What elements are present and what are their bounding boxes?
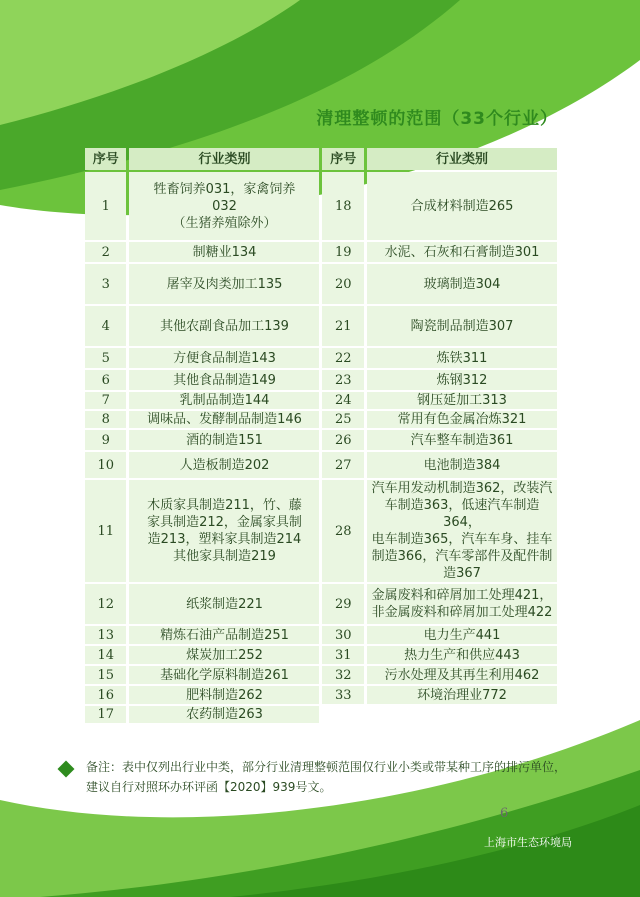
table-row xyxy=(85,686,557,704)
industry-name-line: 其他食品制造149 xyxy=(173,372,276,388)
industry-name-line: 调味品、发酵制品制造146 xyxy=(147,412,302,427)
table-header-row xyxy=(85,148,557,170)
row-number: 32 xyxy=(322,666,363,684)
industry-name xyxy=(129,626,319,644)
industry-name-line: 车制造363，低速汽车制造364， xyxy=(384,498,540,530)
industry-name-line: 造367 xyxy=(443,566,481,581)
industry-name xyxy=(129,348,319,368)
industry-name-line: 玻璃制造304 xyxy=(423,276,501,292)
industry-name xyxy=(367,584,557,624)
industry-name-line: 常用有色金属冶炼321 xyxy=(397,412,527,427)
industry-name-line: 汽车整车制造361 xyxy=(410,432,514,448)
industry-name-line: 污水处理及其再生利用462 xyxy=(384,667,540,683)
industry-table xyxy=(82,146,560,725)
row-number: 27 xyxy=(322,452,363,478)
industry-name-line: 造213，塑料家具制造214 xyxy=(147,532,302,547)
industry-name-line: 其他家具制造219 xyxy=(173,549,276,564)
industry-name-line: 农药制造263 xyxy=(186,707,263,722)
industry-name xyxy=(129,392,319,409)
industry-name xyxy=(129,706,319,723)
industry-name xyxy=(367,646,557,664)
row-number: 18 xyxy=(322,172,363,240)
industry-name xyxy=(129,264,319,304)
row-number: 12 xyxy=(85,584,126,624)
industry-name-line: 炼铁311 xyxy=(436,350,488,366)
page-title: 清理整顿的范围（33个行业） xyxy=(316,109,558,129)
page-number: 6 xyxy=(500,806,509,821)
row-number: 14 xyxy=(85,646,126,664)
industry-name xyxy=(367,430,557,450)
table-row xyxy=(85,626,557,644)
industry-name-line: 合成材料制造265 xyxy=(410,198,514,214)
row-number: 23 xyxy=(322,370,363,390)
row-number: 22 xyxy=(322,348,363,368)
table-row xyxy=(85,430,557,450)
industry-name-line: 其他农副食品加工139 xyxy=(160,318,289,334)
row-number: 7 xyxy=(85,392,126,409)
agency-name: 上海市生态环境局 xyxy=(484,836,572,849)
industry-name-line: 制造366，汽车零部件及配件制 xyxy=(371,549,553,564)
industry-name xyxy=(367,626,557,644)
row-number: 15 xyxy=(85,666,126,684)
table-row xyxy=(85,392,557,409)
industry-name xyxy=(129,411,319,428)
row-number: 1 xyxy=(85,172,126,240)
industry-name-line: 热力生产和供应443 xyxy=(404,647,520,663)
industry-name xyxy=(367,706,557,723)
industry-name-line: 纸浆制造221 xyxy=(186,596,263,612)
row-number: 20 xyxy=(322,264,363,304)
footnote: 备注：表中仅列出行业中类，部分行业清理整顿范围仅行业小类或带某种工序的排污单位，建议自行对照环办环评函【2020】939号文。 xyxy=(86,760,567,794)
industry-name-line: 肥料制造262 xyxy=(186,687,263,703)
industry-name xyxy=(129,452,319,478)
industry-name-line: 环境治理业772 xyxy=(417,687,507,703)
industry-name xyxy=(129,242,319,262)
table-row xyxy=(85,411,557,428)
industry-name xyxy=(129,306,319,346)
industry-name-line: 钢压延加工313 xyxy=(417,393,507,408)
industry-name xyxy=(367,666,557,684)
industry-name xyxy=(367,480,557,582)
industry-name-line: 牲畜饲养031，家禽饲养 xyxy=(153,181,296,197)
industry-name xyxy=(367,348,557,368)
industry-name-line: 制糖业134 xyxy=(192,244,257,260)
industry-name xyxy=(129,584,319,624)
table-row xyxy=(85,666,557,684)
table-row xyxy=(85,172,557,240)
row-number: 8 xyxy=(85,411,126,428)
row-number: 3 xyxy=(85,264,126,304)
industry-name-line: 家具制造212，金属家具制 xyxy=(147,515,302,530)
industry-name xyxy=(129,666,319,684)
industry-name-line: 木质家具制造211，竹、藤 xyxy=(147,498,302,513)
industry-name xyxy=(367,411,557,428)
industry-name-line: 人造板制造202 xyxy=(179,457,270,473)
row-number: 13 xyxy=(85,626,126,644)
seq-header-left: 序号 xyxy=(85,148,126,170)
industry-name xyxy=(367,370,557,390)
row-number: 21 xyxy=(322,306,363,346)
industry-name-line: 方便食品制造143 xyxy=(173,350,276,366)
row-number: 30 xyxy=(322,626,363,644)
industry-name-line: 电力生产441 xyxy=(423,627,501,643)
row-number: 16 xyxy=(85,686,126,704)
industry-name xyxy=(367,392,557,409)
industry-name-line: 屠宰及肉类加工135 xyxy=(166,276,283,292)
industry-name-line: （生猪养殖除外） xyxy=(172,215,277,231)
row-number xyxy=(322,706,363,723)
row-number: 28 xyxy=(322,480,363,582)
row-number: 4 xyxy=(85,306,126,346)
seq-header-right: 序号 xyxy=(322,148,363,170)
table-row xyxy=(85,370,557,390)
table-row xyxy=(85,242,557,262)
industry-name-line: 乳制品制造144 xyxy=(179,393,270,408)
row-number: 29 xyxy=(322,584,363,624)
industry-name-line: 精炼石油产品制造251 xyxy=(160,627,289,643)
table-row xyxy=(85,584,557,624)
industry-name-line: 金属废料和碎屑加工处理421， xyxy=(371,588,553,603)
table-row xyxy=(85,646,557,664)
industry-name-line: 汽车用发动机制造362，改装汽 xyxy=(371,481,553,496)
industry-name xyxy=(129,686,319,704)
category-header-left: 行业类别 xyxy=(129,148,319,170)
industry-name-line: 电车制造365，汽车车身、挂车 xyxy=(371,532,553,547)
row-number: 33 xyxy=(322,686,363,704)
row-number: 31 xyxy=(322,646,363,664)
row-number: 10 xyxy=(85,452,126,478)
row-number: 5 xyxy=(85,348,126,368)
industry-name-line: 电池制造384 xyxy=(423,457,501,473)
row-number: 25 xyxy=(322,411,363,428)
industry-name-line: 基础化学原料制造261 xyxy=(160,667,289,683)
row-number: 6 xyxy=(85,370,126,390)
row-number: 17 xyxy=(85,706,126,723)
row-number: 24 xyxy=(322,392,363,409)
industry-name-line: 非金属废料和碎屑加工处理422 xyxy=(371,605,553,620)
row-number: 11 xyxy=(85,480,126,582)
industry-name-line: 炼钢312 xyxy=(436,372,488,388)
table-row xyxy=(85,452,557,478)
industry-name xyxy=(367,172,557,240)
table-row xyxy=(85,480,557,582)
row-number: 9 xyxy=(85,430,126,450)
category-header-right: 行业类别 xyxy=(367,148,557,170)
table-row xyxy=(85,706,557,723)
industry-name xyxy=(129,172,319,240)
row-number: 2 xyxy=(85,242,126,262)
industry-name-line: 酒的制造151 xyxy=(186,432,263,448)
row-number: 19 xyxy=(322,242,363,262)
row-number: 26 xyxy=(322,430,363,450)
table-row xyxy=(85,264,557,304)
industry-name-line: 032 xyxy=(212,198,237,214)
industry-name xyxy=(367,306,557,346)
industry-name xyxy=(367,452,557,478)
industry-name xyxy=(367,686,557,704)
industry-name-line: 陶瓷制品制造307 xyxy=(410,318,514,334)
industry-name xyxy=(367,264,557,304)
industry-name-line: 水泥、石灰和石膏制造301 xyxy=(384,244,540,260)
industry-name xyxy=(367,242,557,262)
table-row xyxy=(85,348,557,368)
table-row xyxy=(85,306,557,346)
industry-name xyxy=(129,646,319,664)
industry-name xyxy=(129,480,319,582)
industry-name-line: 煤炭加工252 xyxy=(186,647,263,663)
industry-name xyxy=(129,370,319,390)
industry-name xyxy=(129,430,319,450)
